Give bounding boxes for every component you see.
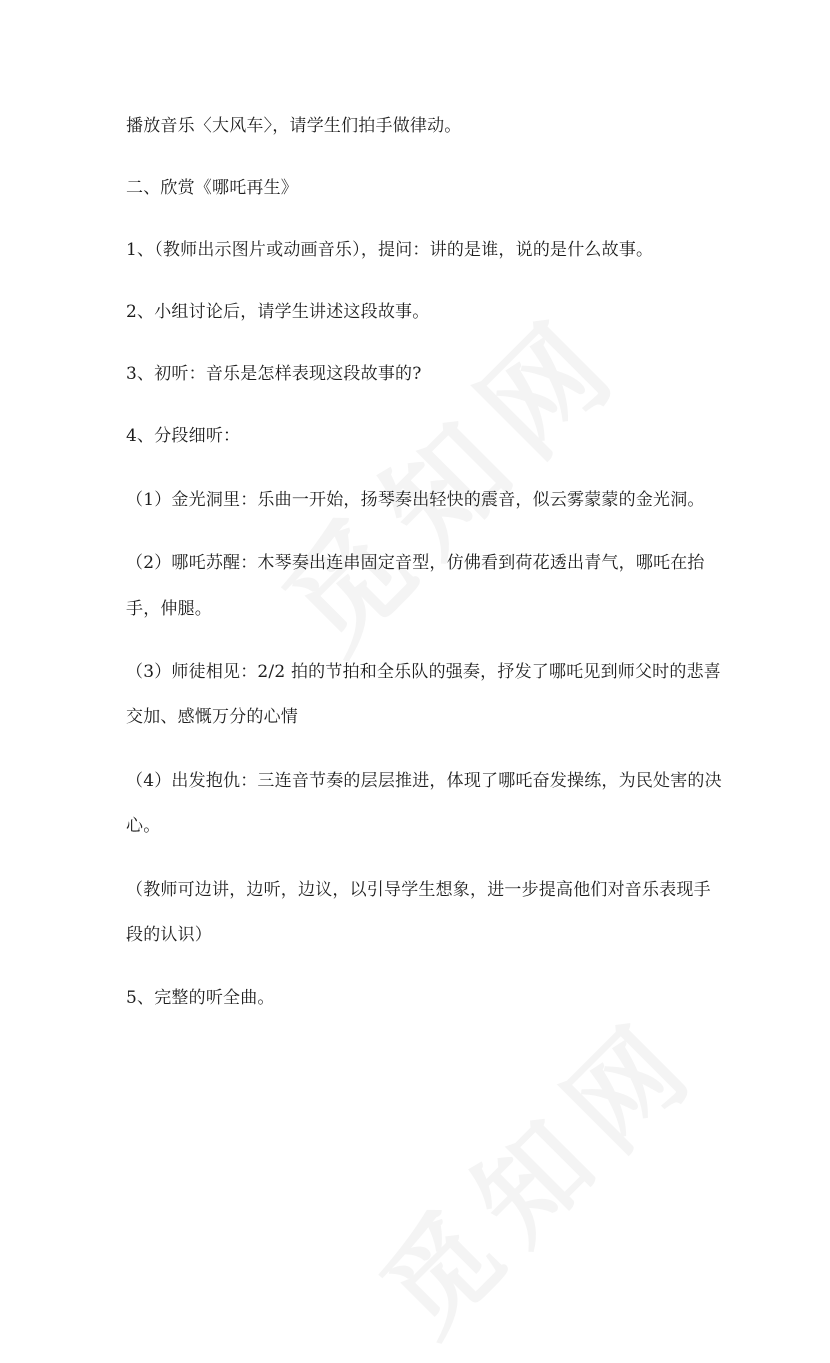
watermark xyxy=(341,975,728,1362)
segment-4-line-1: （4）出发抱仇：三连音节奏的层层推进，体现了哪吒奋发操练，为民处害的决 xyxy=(126,771,722,791)
segment-3-line-1: （3）师徒相见：2/2 拍的节拍和全乐队的强奏，抒发了哪吒见到师父时的悲喜 xyxy=(126,662,721,682)
step-2: 2、小组讨论后，请学生讲述这段故事。 xyxy=(126,302,430,322)
teacher-note-line-1: （教师可边讲，边听，边议，以引导学生想象，进一步提高他们对音乐表现手 xyxy=(126,880,711,900)
segment-2-line-1: （2）哪吒苏醒：木琴奏出连串固定音型，仿佛看到荷花透出青气，哪吒在抬 xyxy=(126,553,705,573)
segment-3-line-2: 交加、感慨万分的心情 xyxy=(126,707,298,727)
step-4: 4、分段细听： xyxy=(126,426,241,446)
section-heading-appreciation: 二、欣赏《哪吒再生》 xyxy=(126,178,298,198)
segment-4-line-2: 心。 xyxy=(126,816,161,836)
segment-2-line-2: 手，伸腿。 xyxy=(126,599,212,619)
step-1: 1、（教师出示图片或动画音乐），提问：讲的是谁，说的是什么故事。 xyxy=(126,240,654,260)
segment-1: （1）金光洞里：乐曲一开始，扬琴奏出轻快的震音，似云雾蒙蒙的金光洞。 xyxy=(126,490,705,510)
step-3: 3、初听：音乐是怎样表现这段故事的? xyxy=(126,364,422,384)
step-5: 5、完整的听全曲。 xyxy=(126,988,275,1008)
paragraph-music-intro: 播放音乐〈大风车〉，请学生们拍手做律动。 xyxy=(126,116,462,136)
teacher-note-line-2: 段的认识） xyxy=(126,925,212,945)
